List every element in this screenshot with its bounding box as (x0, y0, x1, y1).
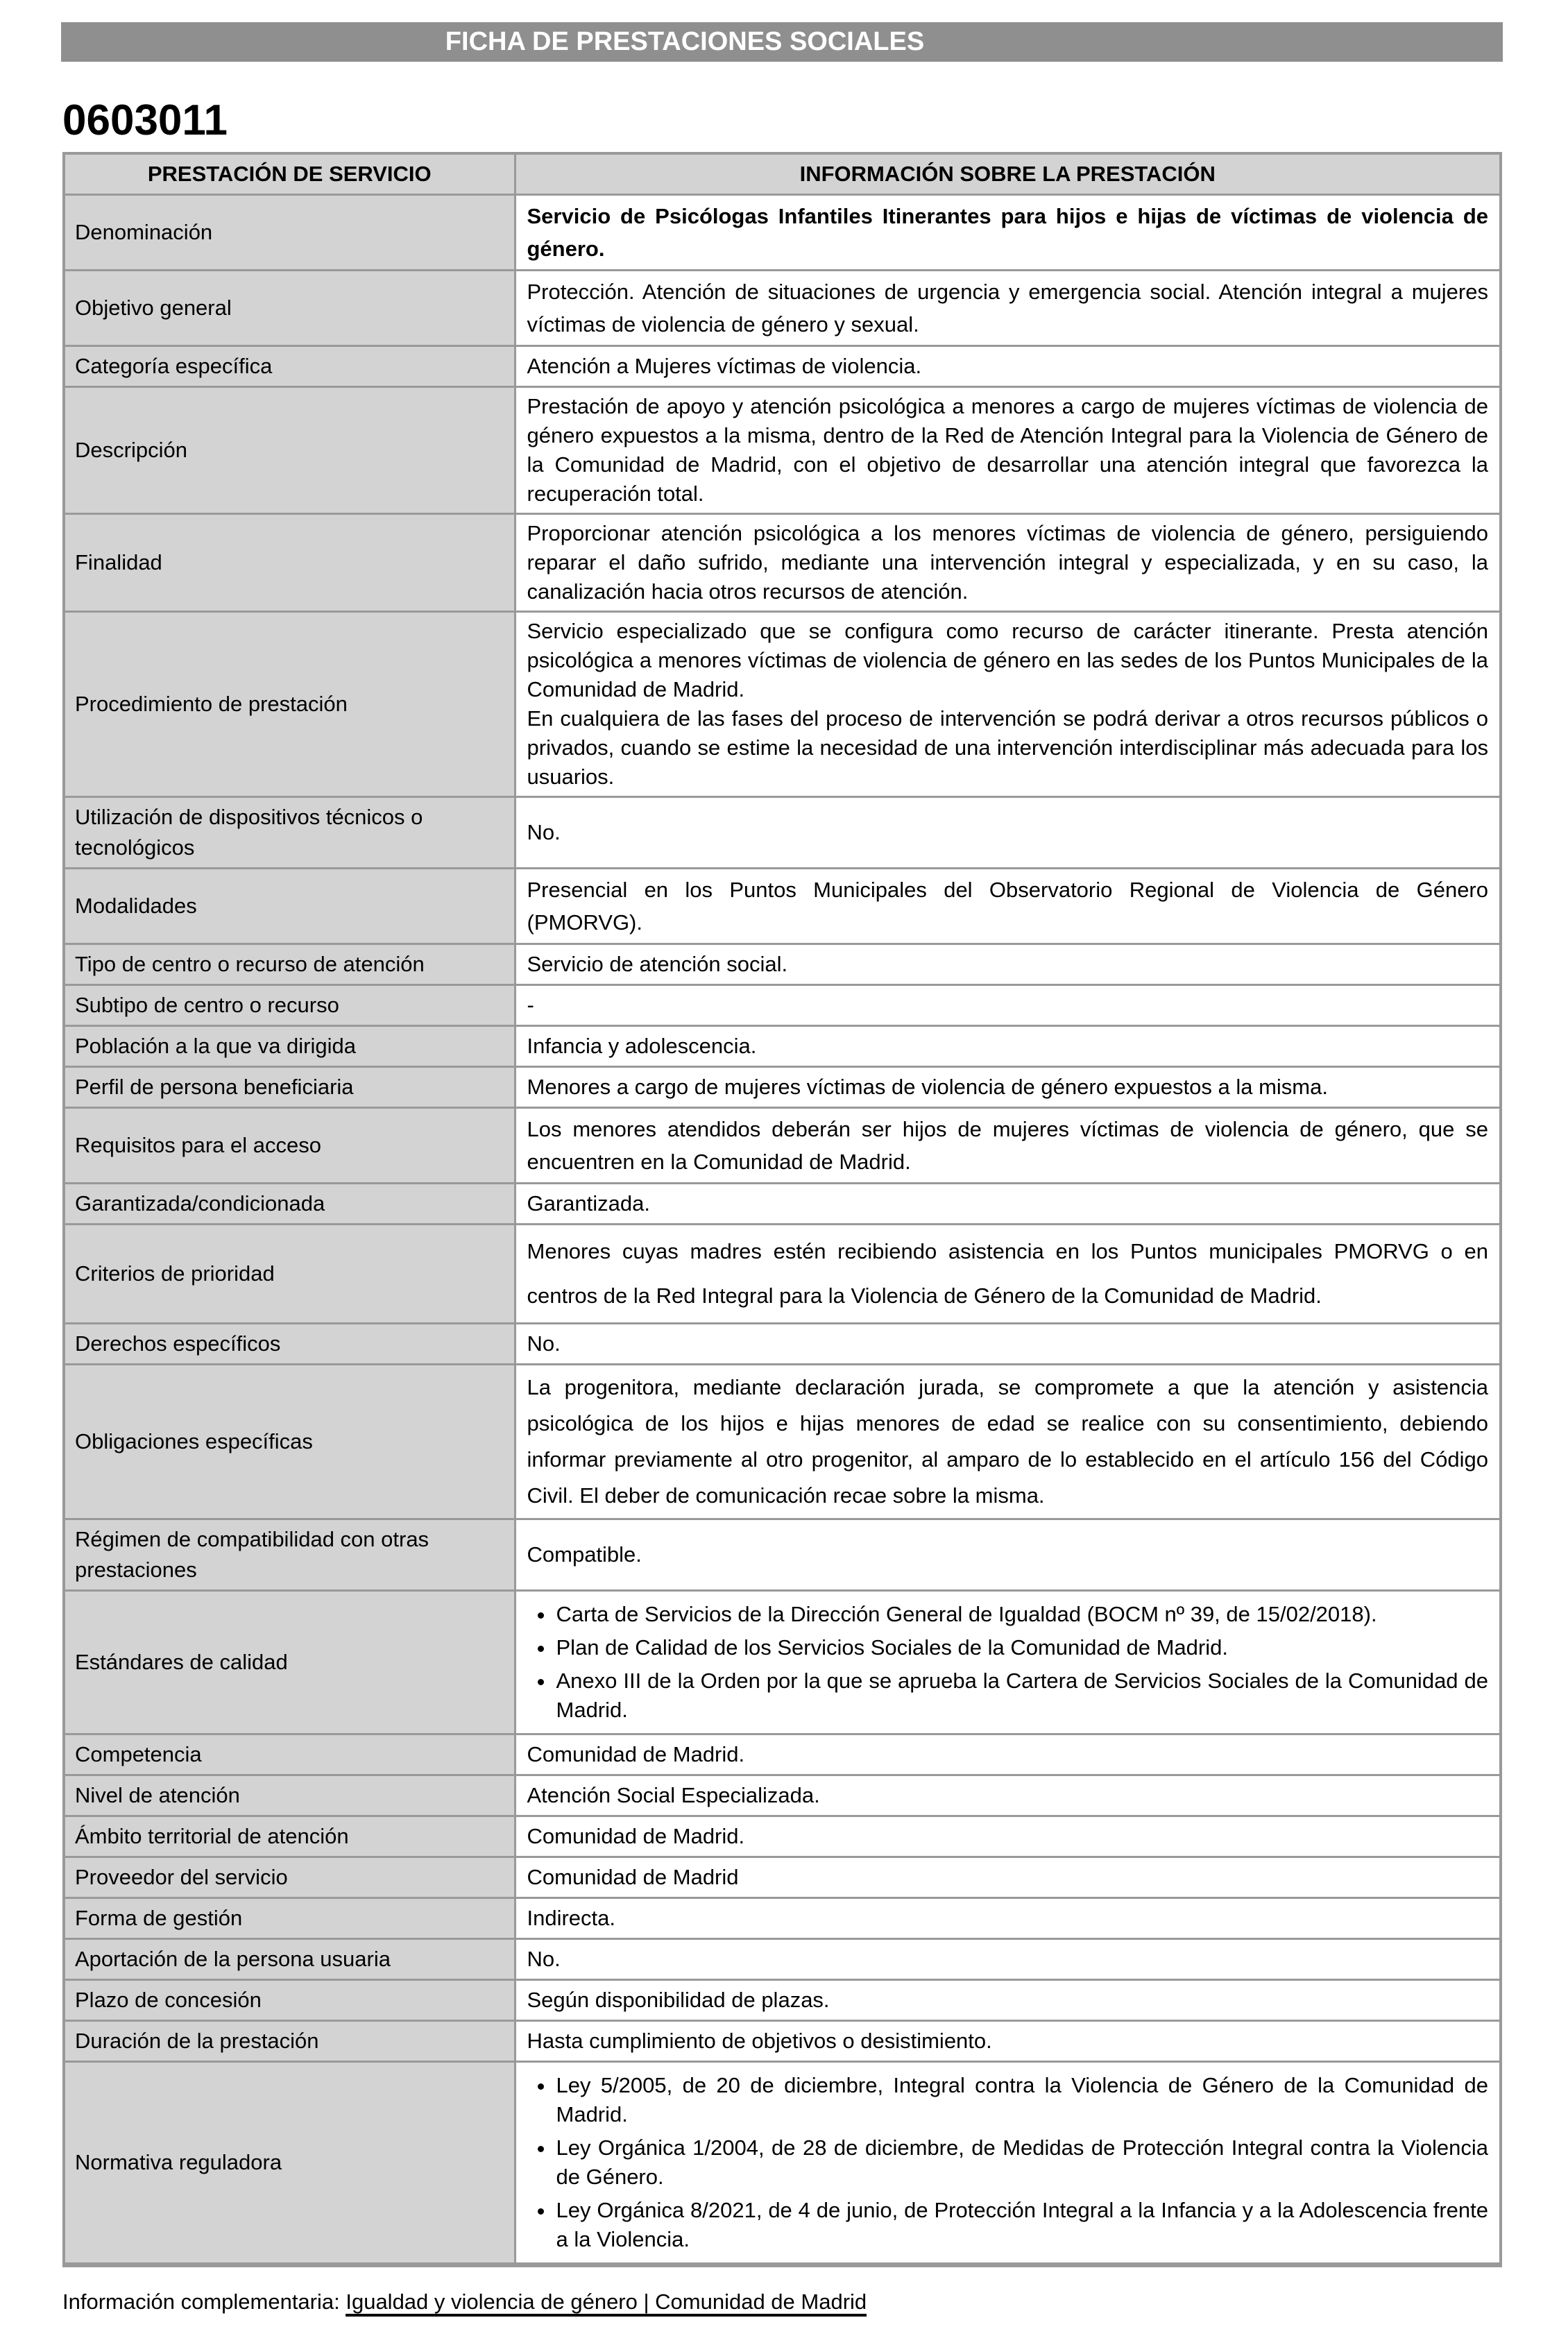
document-code: 0603011 (62, 96, 228, 144)
row-label: Subtipo de centro o recurso (64, 985, 515, 1026)
benefits-table (62, 152, 1502, 2267)
table-row (64, 1734, 1501, 1775)
row-value (515, 1591, 1501, 1734)
row-label: Normativa reguladora (64, 2062, 515, 2265)
value-paragraph: En cualquiera de las fases del proceso de intervención se podrá derivar a otros recursos públicos o privados, cuando se estime la necesidad de una intervención interdisciplinar más adecuada para los usuarios. (527, 706, 1488, 789)
row-value: La progenitora, mediante declaración jurada, se compromete a que la atención y asistencia psicológica de los hijos e hijas menores de edad se realice con su consentimiento, debiendo informar previamente al otro progenitor, al amparo de lo establecido en el artículo 156 del Código Civil. El deber de comunicación recae sobre la misma. (515, 1365, 1501, 1519)
bullet-item: • Plan de Calidad de los Servicios Sociales de la Comunidad de Madrid. (555, 1633, 1489, 1662)
table-row (64, 346, 1501, 387)
row-value: Atención a Mujeres víctimas de violencia. (515, 346, 1501, 387)
row-label: Estándares de calidad (64, 1591, 515, 1734)
table-body (64, 195, 1501, 2265)
row-label: Régimen de compatibilidad con otras prestaciones (64, 1519, 515, 1591)
table-row (64, 1519, 1501, 1591)
row-value: Presencial en los Puntos Municipales del Observatorio Regional de Violencia de Género (PMORVG). (515, 869, 1501, 944)
table-row (64, 985, 1501, 1026)
table-row (64, 1816, 1501, 1857)
row-value: Servicio de Psicólogas Infantiles Itinerantes para hijos e hijas de víctimas de violencia de género. (515, 195, 1501, 271)
table-row (64, 1324, 1501, 1365)
table-row (64, 2062, 1501, 2265)
table-row (64, 612, 1501, 797)
row-label: Denominación (64, 195, 515, 271)
table-row (64, 1026, 1501, 1067)
table-row (64, 944, 1501, 985)
row-label: Aportación de la persona usuaria (64, 1939, 515, 1980)
table-header-row (64, 153, 1501, 195)
row-value: Según disponibilidad de plazas. (515, 1980, 1501, 2021)
table-row (64, 1857, 1501, 1898)
row-value: Atención Social Especializada. (515, 1775, 1501, 1816)
row-label: Obligaciones específicas (64, 1365, 515, 1519)
bullet-item: • Ley Orgánica 1/2004, de 28 de diciembre, de Medidas de Protección Integral contra la Violencia de Género. (555, 2133, 1489, 2192)
row-label: Nivel de atención (64, 1775, 515, 1816)
bullet-list (527, 1600, 1489, 1725)
table-row (64, 1067, 1501, 1108)
table-row (64, 2021, 1501, 2062)
table-row (64, 1108, 1501, 1184)
bullet-list (527, 2071, 1489, 2254)
document-header-title: FICHA DE PRESTACIONES SOCIALES (445, 27, 925, 56)
table-row (64, 1980, 1501, 2021)
row-value: Los menores atendidos deberán ser hijos de mujeres víctimas de violencia de género, que se encuentren en la Comunidad de Madrid. (515, 1108, 1501, 1184)
bullet-item: • Anexo III de la Orden por la que se aprueba la Cartera de Servicios Sociales de la Comunidad de Madrid. (555, 1666, 1489, 1725)
row-label: Requisitos para el acceso (64, 1108, 515, 1184)
row-value: Proporcionar atención psicológica a los menores víctimas de violencia de género, persiguiendo reparar el daño sufrido, mediante una intervención integral y especializada, y en su caso, la canalización hacia otros recursos de atención. (515, 514, 1501, 612)
row-value: Indirecta. (515, 1898, 1501, 1939)
row-value: Servicio de atención social. (515, 944, 1501, 985)
row-label: Objetivo general (64, 271, 515, 346)
table-row (64, 1591, 1501, 1734)
row-label: Proveedor del servicio (64, 1857, 515, 1898)
row-value: No. (515, 797, 1501, 869)
row-value: Compatible. (515, 1519, 1501, 1591)
row-label: Garantizada/condicionada (64, 1184, 515, 1225)
table-row (64, 1184, 1501, 1225)
table-row (64, 1225, 1501, 1324)
table-row (64, 1898, 1501, 1939)
row-value: Hasta cumplimiento de objetivos o desistimiento. (515, 2021, 1501, 2062)
row-value (515, 2062, 1501, 2265)
row-label: Finalidad (64, 514, 515, 612)
footer-label: Información complementaria: (62, 2289, 346, 2314)
row-label: Competencia (64, 1734, 515, 1775)
row-value (515, 612, 1501, 797)
column-header-info: INFORMACIÓN SOBRE LA PRESTACIÓN (515, 153, 1501, 195)
table-row (64, 1775, 1501, 1816)
table-row (64, 271, 1501, 346)
row-value: Prestación de apoyo y atención psicológica a menores a cargo de mujeres víctimas de violencia de género expuestos a la misma, dentro de la Red de Atención Integral para la Violencia de Género de la Comunidad de Madrid, con el objetivo de desarrollar una atención integral que favorezca la recuperación total. (515, 387, 1501, 514)
row-label: Plazo de concesión (64, 1980, 515, 2021)
row-value: Comunidad de Madrid. (515, 1816, 1501, 1857)
bullet-item: • Ley Orgánica 8/2021, de 4 de junio, de Protección Integral a la Infancia y a la Adolescencia frente a la Violencia. (555, 2196, 1489, 2254)
row-label: Descripción (64, 387, 515, 514)
table-row (64, 869, 1501, 944)
value-paragraph: Servicio especializado que se configura como recurso de carácter itinerante. Presta atención psicológica a menores víctimas de violencia de género en las sedes de los Puntos Municipales de la Comunidad de Madrid. (527, 619, 1488, 701)
column-header-service: PRESTACIÓN DE SERVICIO (64, 153, 515, 195)
table-row (64, 514, 1501, 612)
row-value: Comunidad de Madrid. (515, 1734, 1501, 1775)
row-value: Protección. Atención de situaciones de urgencia y emergencia social. Atención integral a mujeres víctimas de violencia de género y sexual. (515, 271, 1501, 346)
row-value: - (515, 985, 1501, 1026)
table-row (64, 195, 1501, 271)
bullet-item: • Ley 5/2005, de 20 de diciembre, Integral contra la Violencia de Género de la Comunidad de Madrid. (555, 2071, 1489, 2129)
row-label: Forma de gestión (64, 1898, 515, 1939)
row-label: Procedimiento de prestación (64, 612, 515, 797)
row-value: Infancia y adolescencia. (515, 1026, 1501, 1067)
footer-link[interactable]: Igualdad y violencia de género | Comunidad de Madrid (346, 2289, 867, 2317)
row-label: Criterios de prioridad (64, 1225, 515, 1324)
row-label: Modalidades (64, 869, 515, 944)
table-row (64, 1939, 1501, 1980)
row-label: Población a la que va dirigida (64, 1026, 515, 1067)
row-value: Garantizada. (515, 1184, 1501, 1225)
row-label: Tipo de centro o recurso de atención (64, 944, 515, 985)
row-label: Duración de la prestación (64, 2021, 515, 2062)
row-value: Menores a cargo de mujeres víctimas de violencia de género expuestos a la misma. (515, 1067, 1501, 1108)
row-label: Utilización de dispositivos técnicos o tecnológicos (64, 797, 515, 869)
document-header-bar (61, 22, 1503, 62)
row-label: Derechos específicos (64, 1324, 515, 1365)
row-value: Menores cuyas madres estén recibiendo asistencia en los Puntos municipales PMORVG o en centros de la Red Integral para la Violencia de Género de la Comunidad de Madrid. (515, 1225, 1501, 1324)
table-row (64, 797, 1501, 869)
table-row (64, 1365, 1501, 1519)
row-label: Categoría específica (64, 346, 515, 387)
row-value: No. (515, 1939, 1501, 1980)
bullet-item: • Carta de Servicios de la Dirección General de Igualdad (BOCM nº 39, de 15/02/2018). (555, 1600, 1489, 1629)
footer (62, 2287, 1504, 2317)
table-row (64, 387, 1501, 514)
row-value: No. (515, 1324, 1501, 1365)
row-label: Perfil de persona beneficiaria (64, 1067, 515, 1108)
row-label: Ámbito territorial de atención (64, 1816, 515, 1857)
row-value: Comunidad de Madrid (515, 1857, 1501, 1898)
table-head (64, 153, 1501, 195)
